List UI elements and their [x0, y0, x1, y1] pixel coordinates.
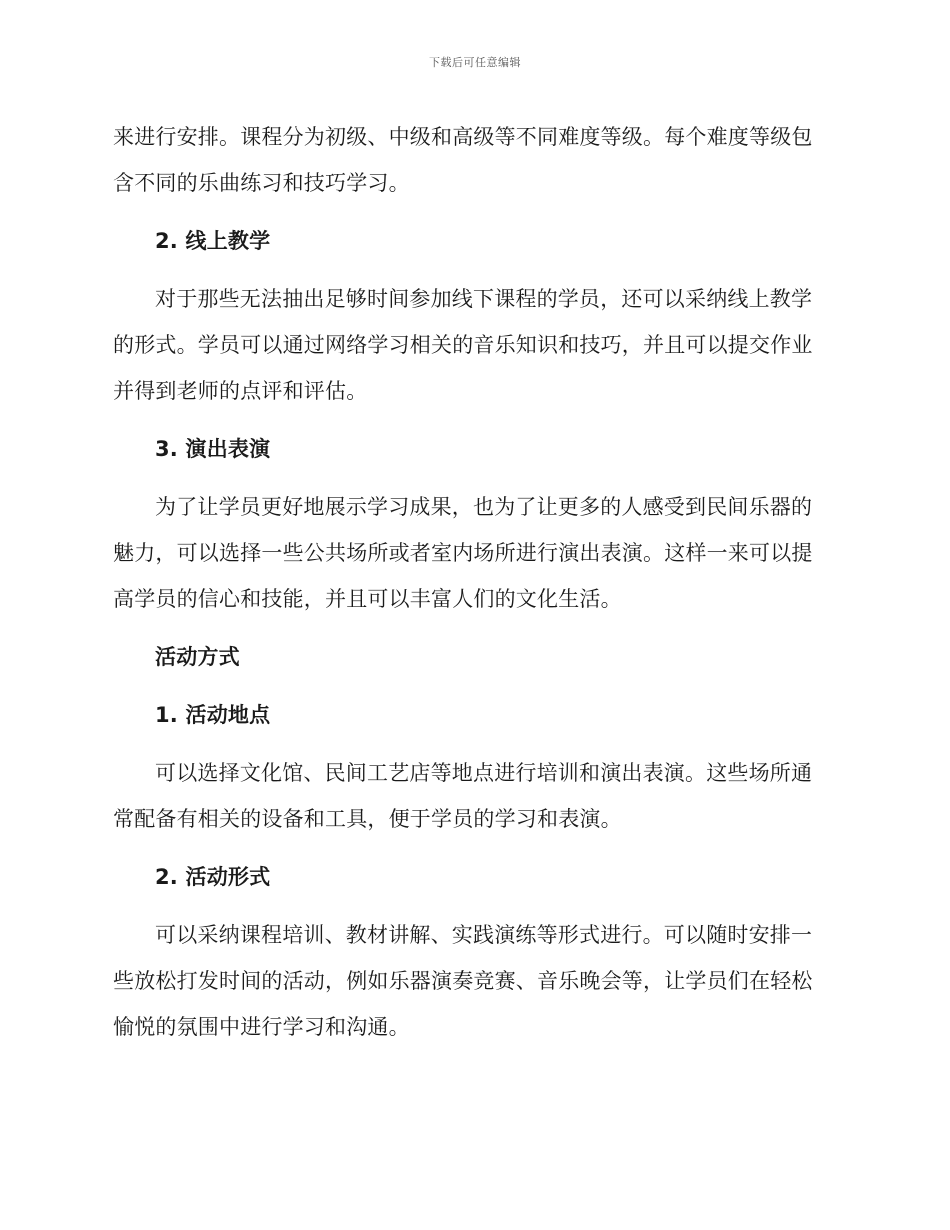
paragraph-course-levels: 来进行安排。课程分为初级、中级和高级等不同难度等级。每个难度等级包含不同的乐曲练习和技巧学习。 [113, 125, 813, 195]
paragraph-activity-form: 可以采纳课程培训、教材讲解、实践演练等形式进行。可以随时安排一些放松打发时间的活动，例如乐器演奏竞赛、音乐晚会等，让学员们在轻松愉悦的氛围中进行学习和沟通。 [113, 923, 813, 1039]
paragraph-performance: 为了让学员更好地展示学习成果，也为了让更多的人感受到民间乐器的魅力，可以选择一些公共场所或者室内场所进行演出表演。这样一来可以提高学员的信心和技能，并且可以丰富人们的文化生活。 [113, 495, 813, 611]
section-title-activity-methods: 活动方式 [155, 645, 240, 669]
heading-online-teaching: 2. 线上教学 [155, 229, 271, 253]
document-body [113, 114, 831, 1050]
heading-performance: 3. 演出表演 [155, 437, 271, 461]
heading-activity-form: 2. 活动形式 [155, 865, 271, 889]
page-header: 下载后可任意编辑 [429, 56, 521, 69]
paragraph-activity-location: 可以选择文化馆、民间工艺店等地点进行培训和演出表演。这些场所通常配备有相关的设备和工具，便于学员的学习和表演。 [113, 761, 813, 831]
heading-activity-location: 1. 活动地点 [155, 703, 271, 727]
paragraph-online-teaching: 对于那些无法抽出足够时间参加线下课程的学员，还可以采纳线上教学的形式。学员可以通过网络学习相关的音乐知识和技巧，并且可以提交作业并得到老师的点评和评估。 [113, 287, 813, 403]
